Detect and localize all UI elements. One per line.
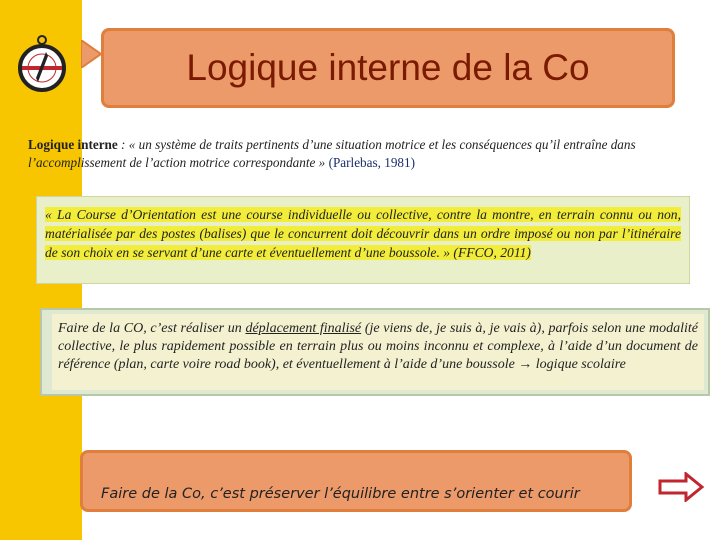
school-definition-text — [58, 320, 698, 374]
page-title: Logique interne de la Co — [186, 47, 590, 88]
ffco-definition-text — [45, 205, 681, 262]
definition-label: Logique interne — [28, 137, 118, 152]
school-arrow-icon: → — [518, 357, 533, 372]
compass-icon — [18, 16, 74, 96]
definition-text: : « un système de traits pertinents d’une situation motrice et les conséquences qu’il entraîne dans l’accomplissement de l’action motrice correspondante » — [28, 137, 636, 170]
definition-quote — [28, 136, 668, 172]
bottom-statement-box — [80, 450, 632, 512]
title-box — [101, 28, 675, 108]
ffco-definition-box — [36, 196, 690, 284]
school-text-after: (je viens de, je suis à, je vais à), parfois selon une modalité collective, le plus rapidement possible en terrain plus ou moins inconnu et complexe, à l’aide d’un document de référence (plan, carte voire road book), et éventuellement à l’aide d’une boussole — [58, 321, 699, 372]
school-conclusion: logique scolaire — [532, 357, 626, 372]
ffco-highlighted-text: « La Course d’Orientation est une course individuelle ou collective, contre la montre, en terrain connu ou non, matérialisée par des postes (balises) que le concurrent doit découvrir dans un ordre imposé ou non par l’itinéraire de son choix en se servant d’une carte et éventuellement d’une boussole. » (FFCO, 2011) — [45, 207, 681, 260]
school-underlined-text: déplacement finalisé — [245, 321, 362, 336]
definition-source: (Parlebas, 1981) — [328, 155, 415, 170]
school-definition-panel — [52, 314, 704, 390]
bottom-statement-text: Faire de la Co, c’est préserver l’équilibre entre s’orienter et courir — [101, 486, 580, 502]
school-text-before: Faire de la CO, c’est réaliser un — [58, 321, 246, 336]
right-arrow-icon[interactable] — [658, 472, 704, 502]
school-definition-box — [40, 308, 710, 396]
title-pointer-icon — [81, 40, 103, 68]
